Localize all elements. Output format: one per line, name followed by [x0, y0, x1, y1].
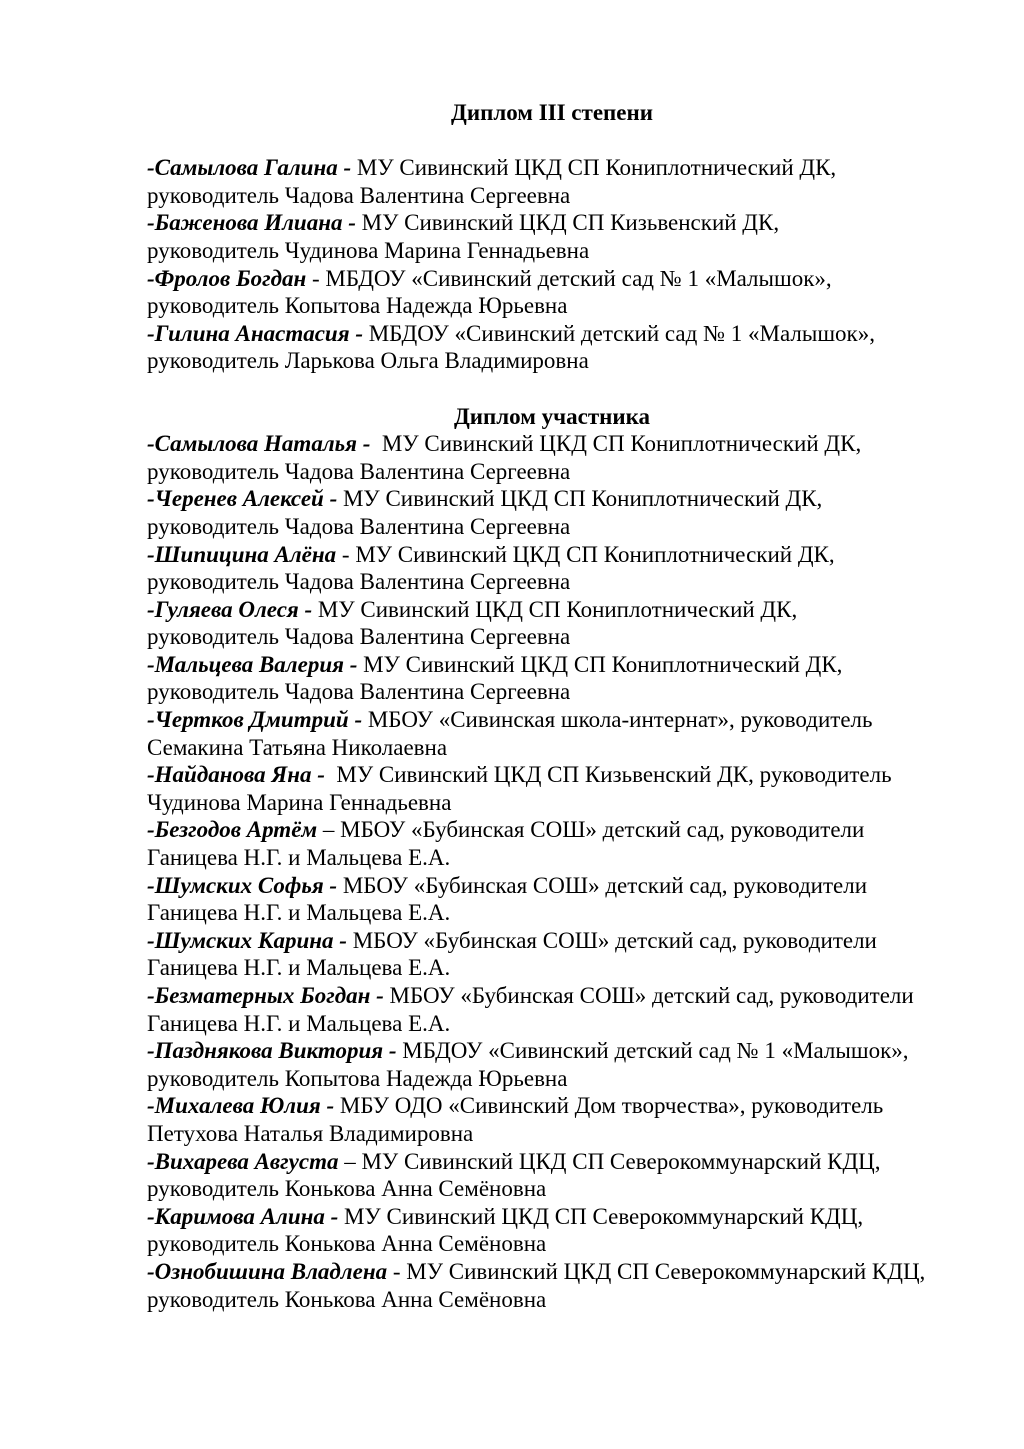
entry-organization: - МУ Сивинский ЦКД СП Северокоммунарский КДЦ,	[387, 1258, 926, 1284]
entry-supervisor: руководитель Чадова Валентина Сергеевна	[147, 679, 571, 705]
entry-line-1	[147, 430, 957, 458]
entry-organization: МБОУ «Бубинская СОШ» детский сад, руководители	[337, 872, 868, 898]
entry-line-1	[147, 1258, 957, 1286]
entry-organization: МБОУ «Бубинская СОШ» детский сад, руководители	[383, 983, 914, 1008]
entry-line-1	[147, 209, 957, 237]
participant-name: -Фролов Богдан	[147, 265, 307, 291]
entry-supervisor: Семакина Татьяна Николаевна	[147, 734, 448, 760]
entry-supervisor: Ганицева Н.Г. и Мальцева Е.А.	[147, 955, 451, 981]
entry-supervisor: руководитель Чадова Валентина Сергеевна	[147, 458, 571, 484]
list-item	[147, 596, 957, 651]
entry-line-1	[147, 154, 957, 182]
participant-name: -Ознобишина Владлена	[147, 1258, 388, 1284]
entry-organization: МУ Сивинский ЦКД СП Северокоммунарский КДЦ,	[338, 1203, 864, 1229]
participant-name: -Найданова Яна -	[147, 762, 325, 788]
entry-line-1	[147, 1037, 957, 1065]
entry-organization: МУ Сивинский ЦКД СП Кониплотнический ДК,	[370, 431, 862, 457]
blank-line	[147, 375, 957, 403]
entry-organization: МБУ ОДО «Сивинский Дом творчества», руководитель	[334, 1093, 884, 1119]
entry-organization: МУ Сивинский ЦКД СП Кизьвенский ДК,	[355, 210, 780, 236]
entry-organization: МУ Сивинский ЦКД СП Кониплотнический ДК,	[351, 155, 837, 181]
entry-organization: МБДОУ «Сивинский детский сад № 1 «Малышок»,	[396, 1038, 909, 1064]
entry-organization: - МУ Сивинский ЦКД СП Кониплотнический ДК,	[336, 541, 835, 567]
entry-line-1	[147, 761, 957, 789]
participant-name: -Шипицина Алёна	[147, 541, 337, 567]
participant-name: -Самылова Галина -	[147, 155, 352, 181]
entry-organization: МУ Сивинский ЦКД СП Кониплотнический ДК,	[357, 651, 843, 677]
list-item	[147, 541, 957, 596]
participant-name: -Гилина Анастасия -	[147, 320, 363, 346]
list-item	[147, 1203, 957, 1258]
entry-line-1	[147, 816, 957, 844]
entry-line-1	[147, 872, 957, 900]
participant-name: -Мальцева Валерия -	[147, 651, 358, 677]
blank-line	[147, 127, 957, 155]
list-item	[147, 1092, 957, 1147]
document-page	[147, 99, 957, 1313]
entry-supervisor: руководитель Чадова Валентина Сергеевна	[147, 513, 571, 539]
entry-supervisor: руководитель Чадова Валентина Сергеевна	[147, 624, 571, 650]
list-item	[147, 872, 957, 927]
entry-supervisor: руководитель Копытова Надежда Юрьевна	[147, 1065, 568, 1091]
entry-line-1	[147, 485, 957, 513]
entry-supervisor: руководитель Чудинова Марина Геннадьевна	[147, 237, 590, 263]
participant-name: -Пазднякова Виктория -	[147, 1038, 397, 1064]
entry-supervisor: Ганицева Н.Г. и Мальцева Е.А.	[147, 845, 451, 871]
entry-supervisor: Ганицева Н.Г. и Мальцева Е.А.	[147, 1010, 451, 1036]
entry-organization: – МУ Сивинский ЦКД СП Северокоммунарский КДЦ,	[338, 1148, 881, 1174]
entry-supervisor: руководитель Конькова Анна Семёновна	[147, 1286, 547, 1312]
entry-supervisor: руководитель Ларькова Ольга Владимировна	[147, 348, 589, 374]
list-item	[147, 1148, 957, 1203]
entry-line-1	[147, 1203, 957, 1231]
entry-supervisor: руководитель Конькова Анна Семёновна	[147, 1176, 547, 1202]
entry-line-1	[147, 927, 957, 955]
list-item	[147, 430, 957, 485]
participant-name: -Самылова Наталья -	[147, 431, 371, 457]
entry-organization: МУ Сивинский ЦКД СП Кониплотнический ДК,	[312, 596, 798, 622]
participant-name: -Каримова Алина -	[147, 1203, 339, 1229]
entry-organization: – МБОУ «Бубинская СОШ» детский сад, руководители	[317, 817, 865, 843]
list-item	[147, 651, 957, 706]
section-title: Диплом участника	[453, 403, 651, 429]
entry-line-1	[147, 541, 957, 569]
list-item	[147, 761, 957, 816]
participant-name: -Гуляева Олеся -	[147, 596, 313, 622]
participant-name: -Шумских Карина -	[147, 927, 347, 953]
entry-line-1	[147, 651, 957, 679]
participant-name: -Баженова Илиана -	[147, 210, 356, 236]
entry-line-1	[147, 1092, 957, 1120]
entry-line-1	[147, 982, 957, 1010]
entry-line-1	[147, 706, 957, 734]
entry-organization: МУ Сивинский ЦКД СП Кониплотнический ДК,	[337, 486, 823, 512]
entry-line-1	[147, 265, 957, 293]
entry-supervisor: Петухова Наталья Владимировна	[147, 1120, 474, 1146]
list-item	[147, 265, 957, 320]
entry-supervisor: руководитель Чадова Валентина Сергеевна	[147, 569, 571, 595]
entry-line-1	[147, 320, 957, 348]
entry-organization: МУ Сивинский ЦКД СП Кизьвенский ДК, руководитель	[324, 762, 892, 788]
entry-organization: - МБДОУ «Сивинский детский сад № 1 «Малышок»,	[306, 265, 832, 291]
list-item	[147, 154, 957, 209]
entry-organization: МБОУ «Сивинская школа-интернат», руководитель	[362, 707, 873, 733]
participant-name: -Чертков Дмитрий -	[147, 707, 363, 733]
list-item	[147, 485, 957, 540]
entry-supervisor: руководитель Копытова Надежда Юрьевна	[147, 293, 568, 319]
participant-name: -Михалева Юлия -	[147, 1093, 335, 1119]
list-item	[147, 927, 957, 982]
list-item	[147, 706, 957, 761]
entry-supervisor: Чудинова Марина Геннадьевна	[147, 789, 452, 815]
list-item	[147, 982, 957, 1037]
list-item	[147, 209, 957, 264]
list-item	[147, 1037, 957, 1092]
entry-supervisor: руководитель Конькова Анна Семёновна	[147, 1231, 547, 1257]
entry-organization: МБДОУ «Сивинский детский сад № 1 «Малышок»,	[362, 320, 875, 346]
participant-name: -Вихарева Августа	[147, 1148, 339, 1174]
participant-name: -Шумских Софья -	[147, 872, 338, 898]
list-item	[147, 816, 957, 871]
entry-supervisor: Ганицева Н.Г. и Мальцева Е.А.	[147, 900, 451, 926]
section-title: Диплом III степени	[451, 100, 653, 125]
entry-line-1	[147, 1148, 957, 1176]
entry-organization: МБОУ «Бубинская СОШ» детский сад, руководители	[346, 927, 877, 953]
participant-name: -Безгодов Артём	[147, 817, 318, 843]
list-item	[147, 1258, 957, 1313]
entry-supervisor: руководитель Чадова Валентина Сергеевна	[147, 182, 571, 208]
entry-line-1	[147, 596, 957, 624]
participant-name: -Безматерных Богдан -	[147, 983, 384, 1008]
list-item	[147, 320, 957, 375]
participant-name: -Черенев Алексей -	[147, 486, 338, 512]
